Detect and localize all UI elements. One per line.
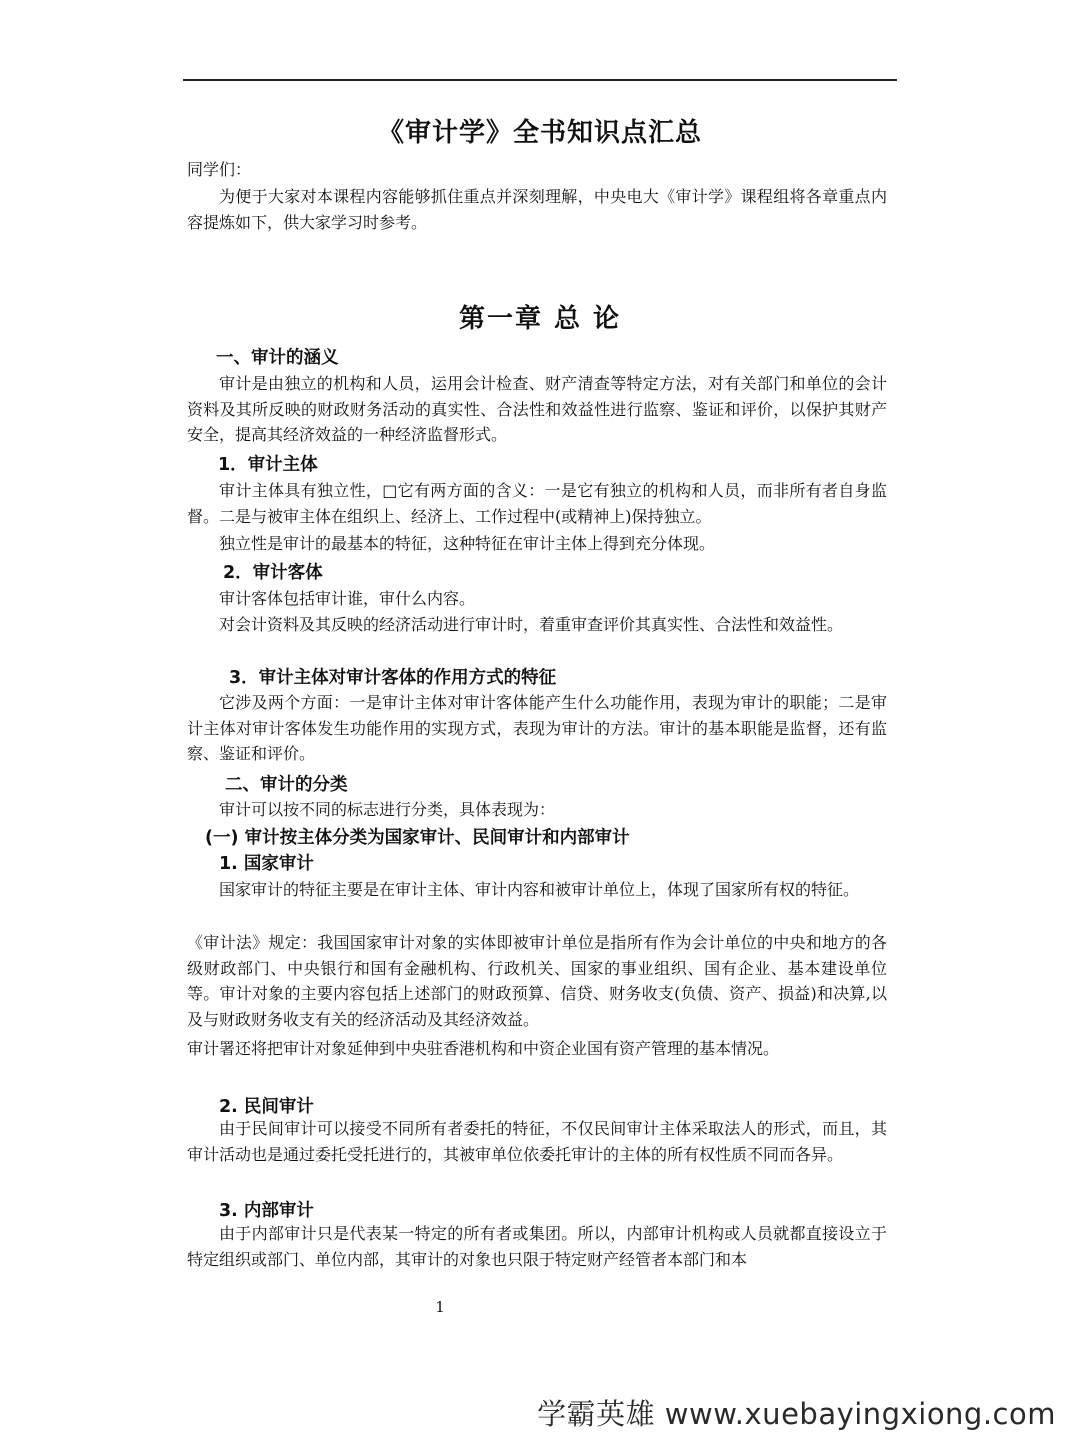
page-number: 1 [435, 1298, 445, 1316]
subsection-paragraph: 对会计资料及其反映的经济活动进行审计时，着重审查评价其真实性、合法性和效益性。 [219, 615, 844, 634]
subsection-heading: 3．审计主体对审计客体的作用方式的特征 [229, 668, 557, 688]
subsection-heading: 3. 内部审计 [219, 1201, 314, 1221]
greeting: 同学们： [187, 160, 252, 179]
subsection-heading: 1．审计主体 [218, 455, 318, 475]
subsection-paragraph: 审计客体包括审计谁，审什么内容。 [219, 589, 476, 608]
header-rule [183, 79, 897, 81]
subsection-heading: (一) 审计按主体分类为国家审计、民间审计和内部审计 [205, 828, 630, 848]
subsection-paragraph: 《审计法》规定：我国国家审计对象的实体即被审计单位是指所有作为会计单位的中央和地方的各级财政部门、中央银行和国有金融机构、行政机关、国家的事业组织、国有企业、基本建设单位等。审计对象的主要内容包括上述部门的财政预算、信贷、财务收支(负债、资产、损益)和决算,以及与财政财务收支有关的经济活动及其经济效益。 [187, 933, 887, 1029]
subsection-paragraph: 它涉及两个方面：一是审计主体对审计客体能产生什么功能作用，表现为审计的职能；二是审计主体对审计客体发生功能作用的实现方式，表现为审计的方法。审计的基本职能是监督，还有监察、鉴证和评价。 [187, 693, 887, 763]
section-heading: 一、审计的涵义 [216, 348, 339, 368]
watermark: 学霸英雄 www.xuebayingxiong.com [537, 1397, 1056, 1431]
subsection-paragraph: 由于民间审计可以接受不同所有者委托的特征，不仅民间审计主体采取法人的形式，而且，其审计活动也是通过委托受托进行的，其被审单位依委托审计的主体的所有权性质不同而各异。 [187, 1119, 887, 1164]
section-paragraph: 审计是由独立的机构和人员，运用会计检查、财产清查等特定方法，对有关部门和单位的会计资料及其所反映的财政财务活动的真实性、合法性和效益性进行监察、鉴证和评价，以保护其财产安全，提高其经济效益的一种经济监督形式。 [187, 374, 887, 444]
section-paragraph: 审计可以按不同的标志进行分类，具体表现为： [219, 800, 556, 819]
subsection-paragraph: 由于内部审计只是代表某一特定的所有者或集团。所以，内部审计机构或人员就都直接设立于特定组织或部门、单位内部，其审计的对象也只限于特定财产经管者本部门和本 [187, 1224, 887, 1269]
subsection-heading: 2. 民间审计 [219, 1097, 314, 1117]
subsection-heading: 2．审计客体 [223, 563, 323, 583]
subsection-heading: 1. 国家审计 [219, 854, 314, 874]
subsection-paragraph: 审计主体具有独立性，□它有两方面的含义：一是它有独立的机构和人员，而非所有者自身监督。二是与被审主体在组织上、经济上、工作过程中(或精神上)保持独立。 [187, 481, 887, 526]
chapter-title: 第一章 总 论 [458, 304, 622, 334]
subsection-paragraph: 国家审计的特征主要是在审计主体、审计内容和被审计单位上，体现了国家所有权的特征。 [219, 880, 860, 899]
document-title: 《审计学》全书知识点汇总 [377, 118, 702, 148]
subsection-paragraph: 独立性是审计的最基本的特征，这种特征在审计主体上得到充分体现。 [219, 534, 716, 553]
subsection-paragraph: 审计署还将把审计对象延伸到中央驻香港机构和中资企业国有资产管理的基本情况。 [187, 1039, 780, 1058]
section-heading: 二、审计的分类 [225, 775, 348, 795]
intro-paragraph: 为便于大家对本课程内容能够抓住重点并深刻理解，中央电大《审计学》课程组将各章重点内容提炼如下，供大家学习时参考。 [187, 187, 887, 232]
